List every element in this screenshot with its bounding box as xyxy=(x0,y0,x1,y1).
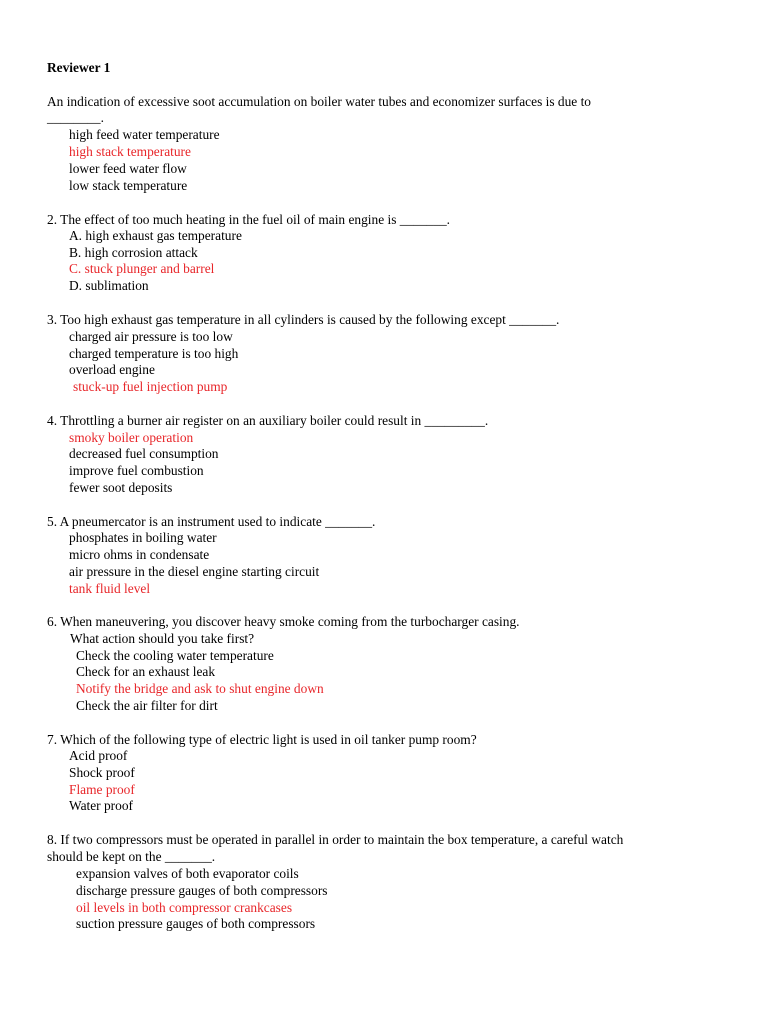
q4-option: fewer soot deposits xyxy=(69,480,173,495)
q8-stem-continued: should be kept on the _______. xyxy=(47,849,216,864)
q4-option-answer: smoky boiler operation xyxy=(69,430,194,445)
q1-option-answer: high stack temperature xyxy=(69,144,191,159)
q3-option: overload engine xyxy=(69,362,155,377)
q8-stem: 8. If two compressors must be operated in parallel in order to maintain the box temperature, a careful watch xyxy=(47,832,624,847)
q6-option: Check the air filter for dirt xyxy=(76,698,218,713)
q8-option: suction pressure gauges of both compressors xyxy=(76,916,316,931)
q1-stem: An indication of excessive soot accumulation on boiler water tubes and economizer surfaces is due to xyxy=(47,94,592,109)
q8-option: discharge pressure gauges of both compressors xyxy=(76,883,328,898)
q3-option: charged air pressure is too low xyxy=(69,329,233,344)
q3-option-answer: stuck-up fuel injection pump xyxy=(73,379,228,394)
q8-option-answer: oil levels in both compressor crankcases xyxy=(76,900,293,915)
q6-stem: 6. When maneuvering, you discover heavy smoke coming from the turbocharger casing. xyxy=(47,614,520,629)
q2-stem: 2. The effect of too much heating in the fuel oil of main engine is _______. xyxy=(47,212,450,227)
q2-option: B. high corrosion attack xyxy=(69,245,198,260)
q5-option: micro ohms in condensate xyxy=(69,547,210,562)
q5-option: air pressure in the diesel engine starting circuit xyxy=(69,564,320,579)
q1-stem-blank: ________. xyxy=(47,110,104,125)
q1-option: lower feed water flow xyxy=(69,161,187,176)
q2-option: A. high exhaust gas temperature xyxy=(69,228,242,243)
q7-stem: 7. Which of the following type of electric light is used in oil tanker pump room? xyxy=(47,732,477,747)
q5-option-answer: tank fluid level xyxy=(69,581,151,596)
q6-option: Check the cooling water temperature xyxy=(76,648,274,663)
document-title: Reviewer 1 xyxy=(47,60,111,75)
q7-option-answer: Flame proof xyxy=(69,782,135,797)
q2-option-answer: C. stuck plunger and barrel xyxy=(69,261,215,276)
q7-option: Shock proof xyxy=(69,765,135,780)
q5-option: phosphates in boiling water xyxy=(69,530,217,545)
q3-option: charged temperature is too high xyxy=(69,346,239,361)
q4-option: improve fuel combustion xyxy=(69,463,204,478)
q6-stem-continued: What action should you take first? xyxy=(70,631,255,646)
q6-option: Check for an exhaust leak xyxy=(76,664,216,679)
q7-option: Water proof xyxy=(69,798,133,813)
q5-stem: 5. A pneumercator is an instrument used to indicate _______. xyxy=(47,514,376,529)
q3-stem: 3. Too high exhaust gas temperature in all cylinders is caused by the following except _______. xyxy=(47,312,560,327)
q1-option: low stack temperature xyxy=(69,178,188,193)
q2-option: D. sublimation xyxy=(69,278,149,293)
q6-option-answer: Notify the bridge and ask to shut engine down xyxy=(76,681,324,696)
q7-option: Acid proof xyxy=(69,748,128,763)
q4-stem: 4. Throttling a burner air register on an auxiliary boiler could result in _________. xyxy=(47,413,489,428)
q4-option: decreased fuel consumption xyxy=(69,446,219,461)
q8-option: expansion valves of both evaporator coils xyxy=(76,866,299,881)
q1-option: high feed water temperature xyxy=(69,127,220,142)
